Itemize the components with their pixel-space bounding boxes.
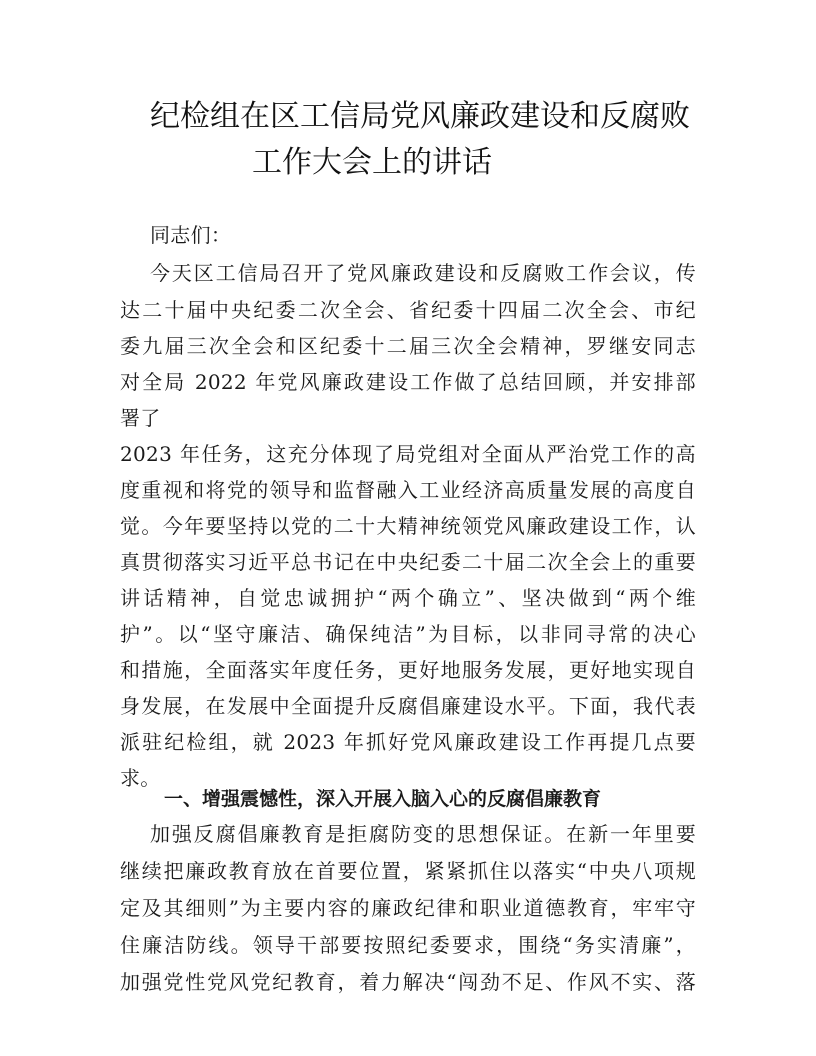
- paragraph-line: 讲话精神，自觉忠诚拥护“两个确立”、坚决做到“两个维: [120, 586, 696, 610]
- section-heading-1: 一、增强震憾性，深入开展入脑入心的反腐倡廉教育: [164, 788, 602, 810]
- paragraph-line: 对全局 2022 年党风廉政建设工作做了总结回顾，并安排部: [120, 370, 696, 394]
- paragraph-line: 署了: [120, 406, 161, 430]
- paragraph-line: 住廉洁防线。领导干部要按照纪委要求，围绕“务实清廉”，: [120, 933, 696, 957]
- paragraph-line: 求。: [120, 766, 161, 790]
- paragraph-line: 2023 年任务，这充分体现了局党组对全面从严治党工作的高: [120, 442, 696, 466]
- paragraph-line: 委九届三次全会和区纪委十二届三次全会精神，罗继安同志: [120, 334, 696, 358]
- paragraph-line: 度重视和将党的领导和监督融入工业经济高质量发展的高度自: [120, 478, 696, 502]
- paragraph-line: 身发展，在发展中全面提升反腐倡廉建设水平。下面，我代表: [120, 694, 696, 718]
- paragraph-line: 派驻纪检组，就 2023 年抓好党风廉政建设工作再提几点要: [120, 730, 696, 754]
- paragraph-line: 真贯彻落实习近平总书记在中央纪委二十届二次全会上的重要: [120, 550, 696, 574]
- salutation: 同志们：: [150, 223, 232, 247]
- paragraph-line: 继续把廉政教育放在首要位置，紧紧抓住以落实“中央八项规: [120, 859, 696, 883]
- paragraph-line: 加强反腐倡廉教育是拒腐防变的思想保证。在新一年里要: [150, 822, 696, 846]
- document-title-line-2: 工作大会上的讲话: [252, 145, 492, 180]
- paragraph-line: 今天区工信局召开了党风廉政建设和反腐败工作会议，传: [150, 261, 696, 285]
- paragraph-line: 加强党性党风党纪教育，着力解决“闯劲不足、作风不实、落: [120, 970, 696, 994]
- paragraph-line: 达二十届中央纪委二次全会、省纪委十四届二次全会、市纪: [120, 298, 696, 322]
- paragraph-line: 和措施，全面落实年度任务，更好地服务发展，更好地实现自: [120, 658, 696, 682]
- paragraph-line: 觉。今年要坚持以党的二十大精神统领党风廉政建设工作，认: [120, 514, 696, 538]
- document-title-line-1: 纪检组在区工信局党风廉政建设和反腐败: [150, 99, 690, 134]
- paragraph-line: 定及其细则”为主要内容的廉政纪律和职业道德教育，牢牢守: [120, 896, 696, 920]
- paragraph-line: 护”。以“坚守廉洁、确保纯洁”为目标，以非同寻常的决心: [120, 622, 696, 646]
